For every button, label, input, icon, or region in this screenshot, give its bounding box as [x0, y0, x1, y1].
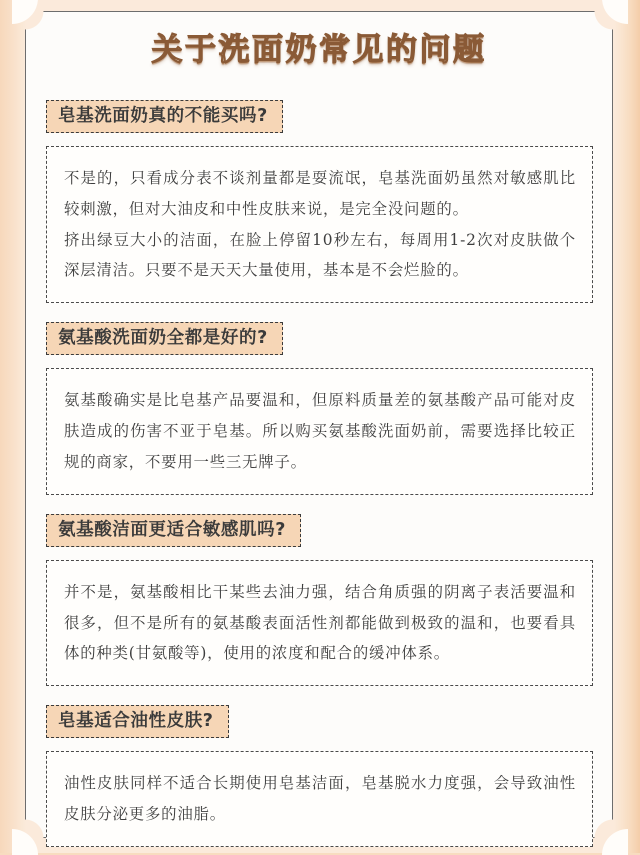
question-badge-3[interactable]: 氨基酸洁面更适合敏感肌吗? [46, 514, 301, 547]
qa-section-1 [37, 100, 601, 303]
question-badge-1[interactable]: 皂基洗面奶真的不能买吗? [46, 100, 283, 133]
answer-paragraph: 油性皮肤同样不适合长期使用皂基洁面，皂基脱水力度强，会导致油性皮肤分泌更多的油脂。 [64, 774, 576, 824]
answer-box-1 [46, 146, 593, 303]
question-badge-2[interactable]: 氨基酸洗面奶全都是好的? [46, 322, 283, 355]
answer-box-4 [46, 751, 593, 847]
qa-section-4 [37, 705, 601, 847]
card-content [25, 11, 613, 838]
answer-paragraph: 不是的，只看成分表不谈剂量都是耍流氓，皂基洗面奶虽然对敏感肌比较刺激，但对大油皮和中性皮肤来说，是完全没问题的。 [64, 168, 576, 218]
answer-paragraph: 并不是，氨基酸相比干某些去油力强，结合角质强的阴离子表活要温和很多，但不是所有的氨基酸表面活性剂都能做到极致的温和，也要看具体的种类(甘氨酸等)，使用的浓度和配合的缓冲体系。 [64, 582, 576, 663]
qa-section-2 [37, 322, 601, 495]
answer-paragraph: 氨基酸确实是比皂基产品要温和，但原料质量差的氨基酸产品可能对皮肤造成的伤害不亚于皂基。所以购买氨基酸洗面奶前，需要选择比较正规的商家，不要用一些三无牌子。 [64, 391, 576, 471]
question-badge-4[interactable]: 皂基适合油性皮肤? [46, 705, 229, 738]
answer-box-2 [46, 368, 593, 494]
answer-box-3 [46, 560, 593, 686]
page-title: 关于洗面奶常见的问题 [151, 32, 487, 68]
qa-section-3 [37, 514, 601, 687]
answer-paragraph: 挤出绿豆大小的洁面，在脸上停留10秒左右，每周用1-2次对皮肤做个深层清洁。只要不是天天大量使用，基本是不会烂脸的。 [64, 230, 576, 280]
